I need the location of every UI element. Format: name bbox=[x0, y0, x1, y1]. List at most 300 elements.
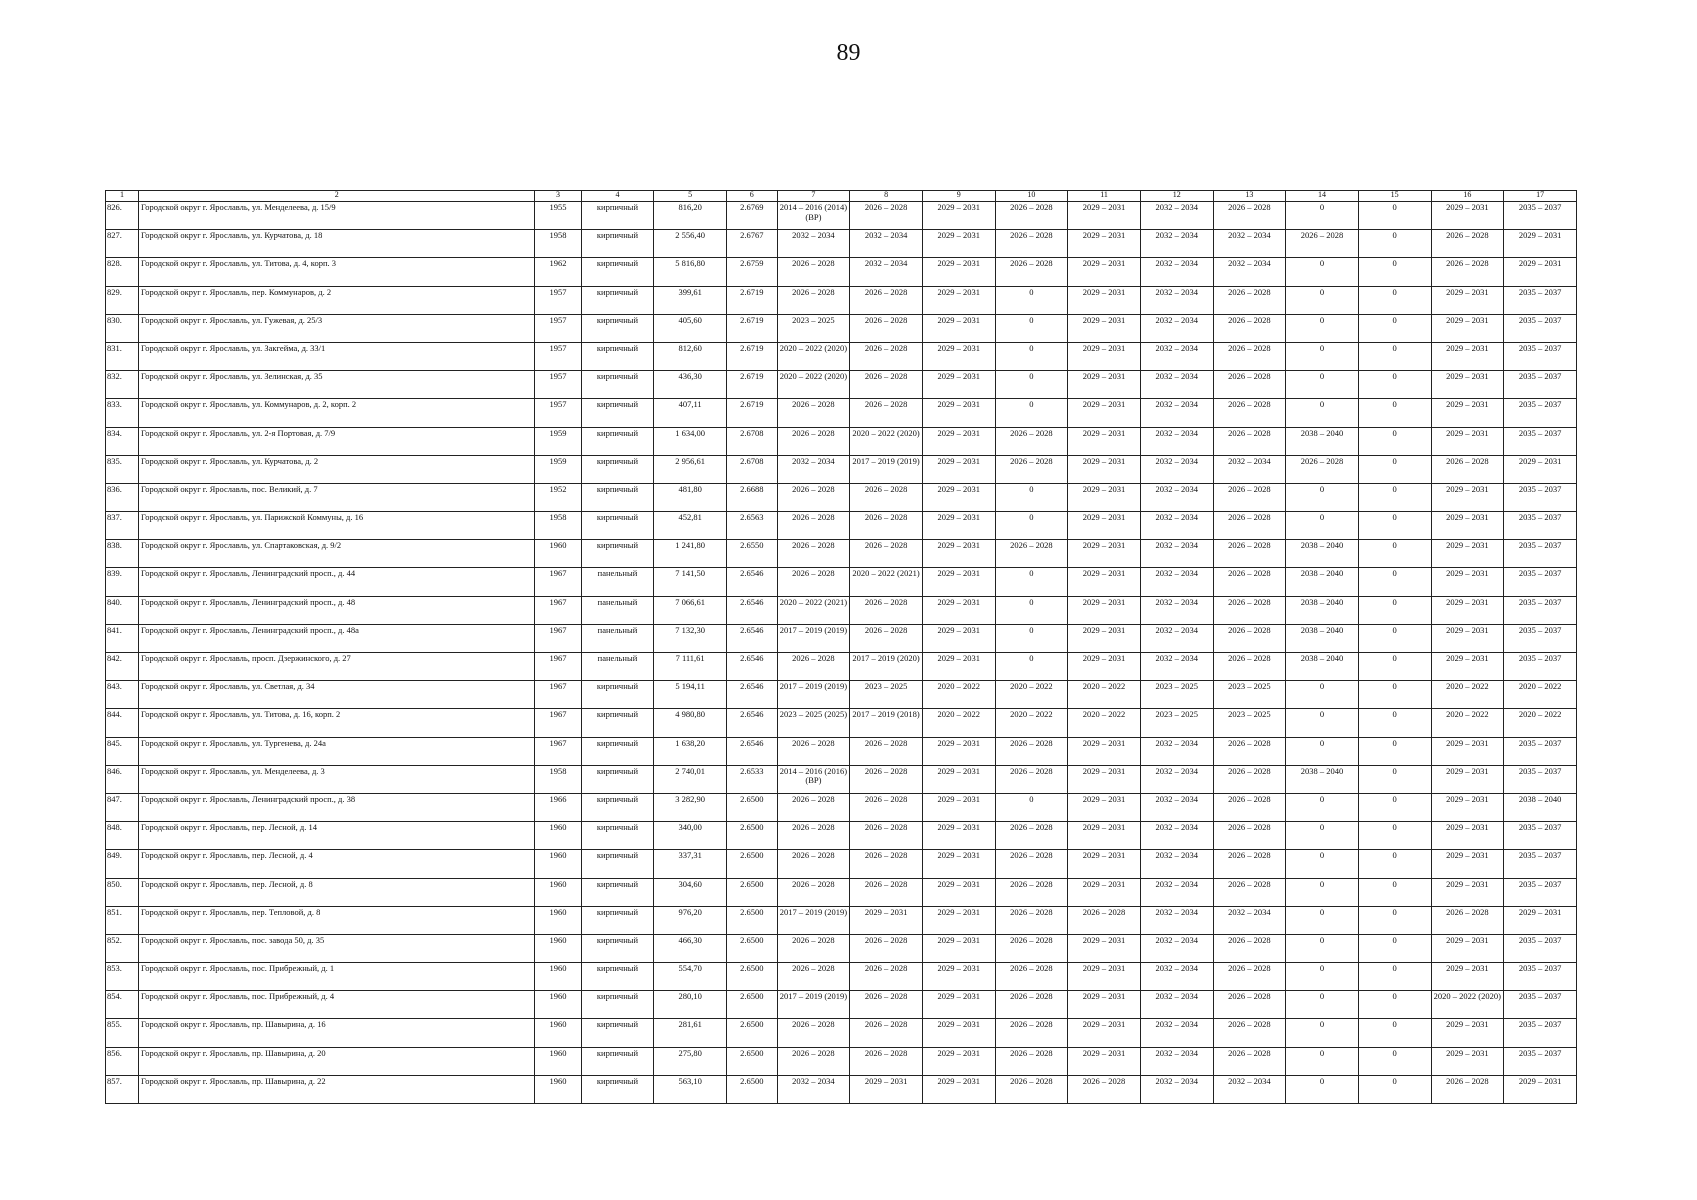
table-cell-col-2: Городской округ г. Ярославль, ул. Менделеева, д. 15/9 bbox=[139, 202, 535, 230]
table-cell-col-13: 2026 – 2028 bbox=[1213, 963, 1286, 991]
table-cell-col-9: 2029 – 2031 bbox=[922, 568, 995, 596]
table-cell-col-4: кирпичный bbox=[581, 342, 654, 370]
table-cell-col-16: 2029 – 2031 bbox=[1431, 202, 1504, 230]
table-cell-col-11: 2029 – 2031 bbox=[1068, 596, 1141, 624]
table-cell-col-1: 849. bbox=[106, 850, 139, 878]
table-cell-col-15: 0 bbox=[1358, 793, 1431, 821]
table-cell-col-10: 2026 – 2028 bbox=[995, 540, 1068, 568]
column-header-11: 11 bbox=[1068, 191, 1141, 202]
table-cell-col-5: 481,80 bbox=[654, 483, 727, 511]
table-cell-col-5: 563,10 bbox=[654, 1075, 727, 1103]
table-cell-col-10: 0 bbox=[995, 314, 1068, 342]
table-cell-col-8: 2026 – 2028 bbox=[850, 483, 923, 511]
table-cell-col-14: 0 bbox=[1286, 906, 1359, 934]
table-cell-col-1: 841. bbox=[106, 624, 139, 652]
table-cell-col-6: 2.6550 bbox=[726, 540, 777, 568]
table-cell-col-13: 2026 – 2028 bbox=[1213, 850, 1286, 878]
table-cell-col-4: кирпичный bbox=[581, 258, 654, 286]
table-cell-col-12: 2032 – 2034 bbox=[1140, 991, 1213, 1019]
table-cell-col-7: 2026 – 2028 bbox=[777, 963, 850, 991]
table-cell-col-11: 2029 – 2031 bbox=[1068, 1047, 1141, 1075]
table-cell-col-8: 2026 – 2028 bbox=[850, 202, 923, 230]
table-cell-col-13: 2026 – 2028 bbox=[1213, 286, 1286, 314]
table-cell-col-5: 280,10 bbox=[654, 991, 727, 1019]
table-cell-col-9: 2029 – 2031 bbox=[922, 906, 995, 934]
table-cell-col-7: 2026 – 2028 bbox=[777, 540, 850, 568]
table-cell-col-17: 2029 – 2031 bbox=[1504, 230, 1577, 258]
table-cell-col-10: 2026 – 2028 bbox=[995, 1019, 1068, 1047]
header-row bbox=[106, 191, 1577, 202]
table-cell-col-14: 0 bbox=[1286, 709, 1359, 737]
table-cell-col-12: 2032 – 2034 bbox=[1140, 568, 1213, 596]
table-cell-col-3: 1957 bbox=[535, 342, 581, 370]
table-cell-col-17: 2035 – 2037 bbox=[1504, 991, 1577, 1019]
table-cell-col-15: 0 bbox=[1358, 963, 1431, 991]
table-cell-col-10: 2026 – 2028 bbox=[995, 1047, 1068, 1075]
table-cell-col-13: 2032 – 2034 bbox=[1213, 455, 1286, 483]
table-cell-col-16: 2029 – 2031 bbox=[1431, 512, 1504, 540]
table-cell-col-6: 2.6533 bbox=[726, 765, 777, 793]
table-cell-col-6: 2.6546 bbox=[726, 681, 777, 709]
table-cell-col-8: 2026 – 2028 bbox=[850, 737, 923, 765]
table-cell-col-5: 304,60 bbox=[654, 878, 727, 906]
table-cell-col-7: 2023 – 2025 bbox=[777, 314, 850, 342]
table-cell-col-14: 0 bbox=[1286, 878, 1359, 906]
table-cell-col-16: 2026 – 2028 bbox=[1431, 258, 1504, 286]
table-cell-col-1: 857. bbox=[106, 1075, 139, 1103]
table-cell-col-11: 2029 – 2031 bbox=[1068, 314, 1141, 342]
column-header-5: 5 bbox=[654, 191, 727, 202]
table-cell-col-5: 812,60 bbox=[654, 342, 727, 370]
table-cell-col-3: 1960 bbox=[535, 1019, 581, 1047]
table-cell-col-11: 2029 – 2031 bbox=[1068, 342, 1141, 370]
table-cell-col-13: 2026 – 2028 bbox=[1213, 596, 1286, 624]
column-header-16: 16 bbox=[1431, 191, 1504, 202]
table-cell-col-6: 2.6769 bbox=[726, 202, 777, 230]
table-cell-col-1: 840. bbox=[106, 596, 139, 624]
table-cell-col-16: 2029 – 2031 bbox=[1431, 483, 1504, 511]
table-row bbox=[106, 202, 1577, 230]
table-cell-col-13: 2026 – 2028 bbox=[1213, 483, 1286, 511]
table-cell-col-2: Городской округ г. Ярославль, пер. Лесной, д. 8 bbox=[139, 878, 535, 906]
table-cell-col-17: 2035 – 2037 bbox=[1504, 934, 1577, 962]
table-cell-col-4: кирпичный bbox=[581, 540, 654, 568]
table-cell-col-14: 0 bbox=[1286, 314, 1359, 342]
table-cell-col-2: Городской округ г. Ярославль, ул. Зелинская, д. 35 bbox=[139, 371, 535, 399]
table-cell-col-9: 2029 – 2031 bbox=[922, 850, 995, 878]
table-cell-col-7: 2026 – 2028 bbox=[777, 822, 850, 850]
table-cell-col-2: Городской округ г. Ярославль, ул. Курчатова, д. 2 bbox=[139, 455, 535, 483]
table-cell-col-1: 828. bbox=[106, 258, 139, 286]
table-cell-col-6: 2.6500 bbox=[726, 822, 777, 850]
table-cell-col-7: 2032 – 2034 bbox=[777, 1075, 850, 1103]
table-cell-col-16: 2029 – 2031 bbox=[1431, 624, 1504, 652]
table-cell-col-5: 976,20 bbox=[654, 906, 727, 934]
table-cell-col-6: 2.6719 bbox=[726, 371, 777, 399]
table-cell-col-4: кирпичный bbox=[581, 399, 654, 427]
table-cell-col-13: 2026 – 2028 bbox=[1213, 878, 1286, 906]
table-cell-col-3: 1967 bbox=[535, 709, 581, 737]
table-cell-col-14: 0 bbox=[1286, 822, 1359, 850]
table-cell-col-5: 554,70 bbox=[654, 963, 727, 991]
table-cell-col-7: 2026 – 2028 bbox=[777, 399, 850, 427]
table-cell-col-13: 2032 – 2034 bbox=[1213, 230, 1286, 258]
table-cell-col-12: 2032 – 2034 bbox=[1140, 286, 1213, 314]
table-cell-col-16: 2026 – 2028 bbox=[1431, 455, 1504, 483]
table-cell-col-3: 1960 bbox=[535, 1047, 581, 1075]
table-row bbox=[106, 991, 1577, 1019]
table-cell-col-5: 7 111,61 bbox=[654, 653, 727, 681]
table-cell-col-14: 2038 – 2040 bbox=[1286, 624, 1359, 652]
table-cell-col-1: 831. bbox=[106, 342, 139, 370]
table-cell-col-11: 2029 – 2031 bbox=[1068, 483, 1141, 511]
table-cell-col-17: 2035 – 2037 bbox=[1504, 512, 1577, 540]
table-cell-col-2: Городской округ г. Ярославль, ул. Титова, д. 16, корп. 2 bbox=[139, 709, 535, 737]
table-cell-col-3: 1960 bbox=[535, 934, 581, 962]
table-cell-col-5: 816,20 bbox=[654, 202, 727, 230]
table-cell-col-10: 2026 – 2028 bbox=[995, 737, 1068, 765]
table-cell-col-9: 2029 – 2031 bbox=[922, 793, 995, 821]
table-cell-col-7: 2026 – 2028 bbox=[777, 286, 850, 314]
table-cell-col-4: кирпичный bbox=[581, 822, 654, 850]
table-cell-col-17: 2035 – 2037 bbox=[1504, 427, 1577, 455]
table-cell-col-13: 2026 – 2028 bbox=[1213, 371, 1286, 399]
table-row bbox=[106, 427, 1577, 455]
table-cell-col-7: 2014 – 2016 (2016) (ВР) bbox=[777, 765, 850, 793]
table-cell-col-7: 2032 – 2034 bbox=[777, 455, 850, 483]
table-cell-col-4: кирпичный bbox=[581, 455, 654, 483]
table-cell-col-9: 2029 – 2031 bbox=[922, 483, 995, 511]
table-cell-col-16: 2029 – 2031 bbox=[1431, 342, 1504, 370]
table-row bbox=[106, 596, 1577, 624]
table-cell-col-12: 2032 – 2034 bbox=[1140, 596, 1213, 624]
table-cell-col-14: 0 bbox=[1286, 286, 1359, 314]
table-cell-col-13: 2026 – 2028 bbox=[1213, 653, 1286, 681]
table-row bbox=[106, 793, 1577, 821]
table-row bbox=[106, 258, 1577, 286]
table-cell-col-6: 2.6500 bbox=[726, 1019, 777, 1047]
table-cell-col-15: 0 bbox=[1358, 399, 1431, 427]
table-cell-col-9: 2029 – 2031 bbox=[922, 230, 995, 258]
table-cell-col-10: 2026 – 2028 bbox=[995, 850, 1068, 878]
table-cell-col-2: Городской округ г. Ярославль, пос. Прибрежный, д. 4 bbox=[139, 991, 535, 1019]
table-cell-col-17: 2029 – 2031 bbox=[1504, 906, 1577, 934]
table-cell-col-7: 2032 – 2034 bbox=[777, 230, 850, 258]
table-cell-col-17: 2029 – 2031 bbox=[1504, 455, 1577, 483]
table-cell-col-12: 2032 – 2034 bbox=[1140, 963, 1213, 991]
table-cell-col-9: 2029 – 2031 bbox=[922, 258, 995, 286]
table-cell-col-8: 2026 – 2028 bbox=[850, 596, 923, 624]
table-cell-col-7: 2026 – 2028 bbox=[777, 427, 850, 455]
table-cell-col-15: 0 bbox=[1358, 878, 1431, 906]
column-header-12: 12 bbox=[1140, 191, 1213, 202]
table-cell-col-16: 2029 – 2031 bbox=[1431, 1047, 1504, 1075]
table-cell-col-4: кирпичный bbox=[581, 512, 654, 540]
table-cell-col-11: 2029 – 2031 bbox=[1068, 822, 1141, 850]
table-cell-col-9: 2029 – 2031 bbox=[922, 1075, 995, 1103]
table-cell-col-1: 829. bbox=[106, 286, 139, 314]
table-cell-col-17: 2035 – 2037 bbox=[1504, 963, 1577, 991]
table-cell-col-5: 2 956,61 bbox=[654, 455, 727, 483]
table-cell-col-14: 0 bbox=[1286, 1047, 1359, 1075]
table-cell-col-14: 2038 – 2040 bbox=[1286, 427, 1359, 455]
table-cell-col-15: 0 bbox=[1358, 653, 1431, 681]
table-row bbox=[106, 822, 1577, 850]
table-cell-col-14: 0 bbox=[1286, 371, 1359, 399]
table-cell-col-10: 2026 – 2028 bbox=[995, 934, 1068, 962]
table-cell-col-12: 2032 – 2034 bbox=[1140, 399, 1213, 427]
table-cell-col-5: 2 740,01 bbox=[654, 765, 727, 793]
table-cell-col-3: 1960 bbox=[535, 1075, 581, 1103]
table-cell-col-2: Городской округ г. Ярославль, просп. Дзержинского, д. 27 bbox=[139, 653, 535, 681]
table-cell-col-9: 2029 – 2031 bbox=[922, 934, 995, 962]
table-cell-col-9: 2029 – 2031 bbox=[922, 314, 995, 342]
table-row bbox=[106, 455, 1577, 483]
table-cell-col-6: 2.6688 bbox=[726, 483, 777, 511]
table-row bbox=[106, 963, 1577, 991]
table-cell-col-8: 2026 – 2028 bbox=[850, 314, 923, 342]
table-body bbox=[106, 202, 1577, 1104]
table-cell-col-8: 2026 – 2028 bbox=[850, 878, 923, 906]
table-cell-col-4: кирпичный bbox=[581, 483, 654, 511]
table-cell-col-6: 2.6546 bbox=[726, 737, 777, 765]
column-header-2: 2 bbox=[139, 191, 535, 202]
table-cell-col-11: 2029 – 2031 bbox=[1068, 737, 1141, 765]
table-cell-col-17: 2029 – 2031 bbox=[1504, 258, 1577, 286]
table-cell-col-6: 2.6719 bbox=[726, 342, 777, 370]
table-cell-col-15: 0 bbox=[1358, 314, 1431, 342]
table-cell-col-3: 1962 bbox=[535, 258, 581, 286]
table-cell-col-8: 2026 – 2028 bbox=[850, 793, 923, 821]
table-cell-col-5: 1 634,00 bbox=[654, 427, 727, 455]
table-cell-col-5: 405,60 bbox=[654, 314, 727, 342]
table-cell-col-6: 2.6500 bbox=[726, 934, 777, 962]
column-header-17: 17 bbox=[1504, 191, 1577, 202]
table-cell-col-2: Городской округ г. Ярославль, ул. 2-я Портовая, д. 7/9 bbox=[139, 427, 535, 455]
table-cell-col-3: 1960 bbox=[535, 540, 581, 568]
table-cell-col-4: кирпичный bbox=[581, 427, 654, 455]
table-cell-col-2: Городской округ г. Ярославль, Ленинградский просп., д. 48 bbox=[139, 596, 535, 624]
table-cell-col-14: 0 bbox=[1286, 991, 1359, 1019]
table-cell-col-12: 2032 – 2034 bbox=[1140, 1047, 1213, 1075]
table-cell-col-2: Городской округ г. Ярославль, ул. Коммунаров, д. 2, корп. 2 bbox=[139, 399, 535, 427]
table-cell-col-5: 7 066,61 bbox=[654, 596, 727, 624]
table-cell-col-11: 2029 – 2031 bbox=[1068, 624, 1141, 652]
table-cell-col-3: 1960 bbox=[535, 878, 581, 906]
table-cell-col-6: 2.6719 bbox=[726, 286, 777, 314]
table-cell-col-14: 2026 – 2028 bbox=[1286, 455, 1359, 483]
table-cell-col-1: 832. bbox=[106, 371, 139, 399]
table-cell-col-7: 2026 – 2028 bbox=[777, 1047, 850, 1075]
table-cell-col-3: 1967 bbox=[535, 653, 581, 681]
table-cell-col-5: 7 132,30 bbox=[654, 624, 727, 652]
table-cell-col-11: 2029 – 2031 bbox=[1068, 455, 1141, 483]
table-cell-col-1: 834. bbox=[106, 427, 139, 455]
table-cell-col-14: 2038 – 2040 bbox=[1286, 540, 1359, 568]
table-cell-col-6: 2.6500 bbox=[726, 906, 777, 934]
table-cell-col-9: 2029 – 2031 bbox=[922, 624, 995, 652]
table-cell-col-12: 2032 – 2034 bbox=[1140, 427, 1213, 455]
table-cell-col-7: 2026 – 2028 bbox=[777, 878, 850, 906]
table-cell-col-15: 0 bbox=[1358, 455, 1431, 483]
table-cell-col-12: 2032 – 2034 bbox=[1140, 230, 1213, 258]
table-cell-col-10: 2020 – 2022 bbox=[995, 681, 1068, 709]
table-row bbox=[106, 342, 1577, 370]
table-cell-col-5: 3 282,90 bbox=[654, 793, 727, 821]
column-header-15: 15 bbox=[1358, 191, 1431, 202]
table-cell-col-8: 2023 – 2025 bbox=[850, 681, 923, 709]
table-cell-col-16: 2029 – 2031 bbox=[1431, 963, 1504, 991]
table-cell-col-4: кирпичный bbox=[581, 314, 654, 342]
table-cell-col-3: 1955 bbox=[535, 202, 581, 230]
table-cell-col-2: Городской округ г. Ярославль, ул. Спартаковская, д. 9/2 bbox=[139, 540, 535, 568]
table-cell-col-13: 2026 – 2028 bbox=[1213, 624, 1286, 652]
table-cell-col-12: 2032 – 2034 bbox=[1140, 342, 1213, 370]
table-cell-col-14: 2038 – 2040 bbox=[1286, 596, 1359, 624]
table-cell-col-2: Городской округ г. Ярославль, пос. Великий, д. 7 bbox=[139, 483, 535, 511]
table-cell-col-1: 848. bbox=[106, 822, 139, 850]
table-cell-col-13: 2026 – 2028 bbox=[1213, 793, 1286, 821]
table-cell-col-4: кирпичный bbox=[581, 963, 654, 991]
table-cell-col-3: 1957 bbox=[535, 286, 581, 314]
table-cell-col-17: 2035 – 2037 bbox=[1504, 286, 1577, 314]
table-cell-col-9: 2029 – 2031 bbox=[922, 1019, 995, 1047]
table-cell-col-11: 2020 – 2022 bbox=[1068, 681, 1141, 709]
table-cell-col-7: 2026 – 2028 bbox=[777, 850, 850, 878]
table-cell-col-12: 2032 – 2034 bbox=[1140, 1075, 1213, 1103]
table-cell-col-9: 2029 – 2031 bbox=[922, 822, 995, 850]
table-row bbox=[106, 709, 1577, 737]
table-cell-col-12: 2032 – 2034 bbox=[1140, 540, 1213, 568]
table-cell-col-1: 845. bbox=[106, 737, 139, 765]
page-number: 89 bbox=[836, 40, 861, 66]
table-cell-col-8: 2026 – 2028 bbox=[850, 512, 923, 540]
table-cell-col-7: 2026 – 2028 bbox=[777, 568, 850, 596]
table-cell-col-1: 827. bbox=[106, 230, 139, 258]
table-cell-col-2: Городской округ г. Ярославль, пер. Тепловой, д. 8 bbox=[139, 906, 535, 934]
table-cell-col-4: кирпичный bbox=[581, 1047, 654, 1075]
table-cell-col-17: 2020 – 2022 bbox=[1504, 709, 1577, 737]
table-cell-col-17: 2035 – 2037 bbox=[1504, 399, 1577, 427]
table-cell-col-4: панельный bbox=[581, 624, 654, 652]
table-cell-col-16: 2029 – 2031 bbox=[1431, 934, 1504, 962]
table-cell-col-17: 2038 – 2040 bbox=[1504, 793, 1577, 821]
table-cell-col-1: 837. bbox=[106, 512, 139, 540]
table-cell-col-10: 2026 – 2028 bbox=[995, 202, 1068, 230]
table-row bbox=[106, 1019, 1577, 1047]
table-cell-col-6: 2.6546 bbox=[726, 568, 777, 596]
table-cell-col-12: 2032 – 2034 bbox=[1140, 934, 1213, 962]
table-cell-col-6: 2.6767 bbox=[726, 230, 777, 258]
table-cell-col-16: 2029 – 2031 bbox=[1431, 540, 1504, 568]
table-row bbox=[106, 568, 1577, 596]
table-cell-col-17: 2035 – 2037 bbox=[1504, 624, 1577, 652]
table-cell-col-11: 2029 – 2031 bbox=[1068, 1019, 1141, 1047]
table-cell-col-15: 0 bbox=[1358, 681, 1431, 709]
table-cell-col-5: 2 556,40 bbox=[654, 230, 727, 258]
table-cell-col-14: 2026 – 2028 bbox=[1286, 230, 1359, 258]
table-cell-col-14: 2038 – 2040 bbox=[1286, 568, 1359, 596]
table-cell-col-10: 0 bbox=[995, 286, 1068, 314]
table-cell-col-15: 0 bbox=[1358, 1047, 1431, 1075]
table-cell-col-11: 2029 – 2031 bbox=[1068, 850, 1141, 878]
table-cell-col-10: 0 bbox=[995, 399, 1068, 427]
table-cell-col-1: 847. bbox=[106, 793, 139, 821]
table-cell-col-4: кирпичный bbox=[581, 878, 654, 906]
table-cell-col-16: 2020 – 2022 bbox=[1431, 681, 1504, 709]
table-cell-col-15: 0 bbox=[1358, 540, 1431, 568]
table-cell-col-7: 2026 – 2028 bbox=[777, 1019, 850, 1047]
table-cell-col-17: 2035 – 2037 bbox=[1504, 1019, 1577, 1047]
table-cell-col-5: 281,61 bbox=[654, 1019, 727, 1047]
table-row bbox=[106, 934, 1577, 962]
table-cell-col-6: 2.6719 bbox=[726, 314, 777, 342]
table-cell-col-16: 2026 – 2028 bbox=[1431, 906, 1504, 934]
table-cell-col-10: 2026 – 2028 bbox=[995, 822, 1068, 850]
table-cell-col-4: кирпичный bbox=[581, 681, 654, 709]
table-cell-col-2: Городской округ г. Ярославль, ул. Тургенева, д. 24а bbox=[139, 737, 535, 765]
table-cell-col-17: 2035 – 2037 bbox=[1504, 765, 1577, 793]
table-cell-col-16: 2029 – 2031 bbox=[1431, 653, 1504, 681]
table-cell-col-11: 2029 – 2031 bbox=[1068, 878, 1141, 906]
table-cell-col-2: Городской округ г. Ярославль, Ленинградский просп., д. 38 bbox=[139, 793, 535, 821]
table-cell-col-5: 337,31 bbox=[654, 850, 727, 878]
table-cell-col-3: 1960 bbox=[535, 991, 581, 1019]
table-cell-col-10: 2026 – 2028 bbox=[995, 963, 1068, 991]
table-cell-col-12: 2032 – 2034 bbox=[1140, 793, 1213, 821]
table-cell-col-1: 854. bbox=[106, 991, 139, 1019]
table-cell-col-17: 2035 – 2037 bbox=[1504, 314, 1577, 342]
table-row bbox=[106, 624, 1577, 652]
table-cell-col-6: 2.6546 bbox=[726, 596, 777, 624]
table-cell-col-4: кирпичный bbox=[581, 991, 654, 1019]
table-cell-col-7: 2017 – 2019 (2019) bbox=[777, 991, 850, 1019]
table-cell-col-16: 2029 – 2031 bbox=[1431, 399, 1504, 427]
table-cell-col-16: 2029 – 2031 bbox=[1431, 878, 1504, 906]
table-cell-col-4: панельный bbox=[581, 653, 654, 681]
table-cell-col-6: 2.6500 bbox=[726, 878, 777, 906]
table-cell-col-8: 2020 – 2022 (2020) bbox=[850, 427, 923, 455]
table-cell-col-4: кирпичный bbox=[581, 906, 654, 934]
table-cell-col-4: кирпичный bbox=[581, 793, 654, 821]
table-cell-col-11: 2029 – 2031 bbox=[1068, 427, 1141, 455]
table-cell-col-6: 2.6708 bbox=[726, 427, 777, 455]
table-cell-col-8: 2026 – 2028 bbox=[850, 1047, 923, 1075]
table-cell-col-2: Городской округ г. Ярославль, ул. Парижской Коммуны, д. 16 bbox=[139, 512, 535, 540]
table-cell-col-7: 2020 – 2022 (2021) bbox=[777, 596, 850, 624]
table-cell-col-5: 7 141,50 bbox=[654, 568, 727, 596]
table-cell-col-13: 2026 – 2028 bbox=[1213, 314, 1286, 342]
table-cell-col-3: 1967 bbox=[535, 624, 581, 652]
table-cell-col-7: 2020 – 2022 (2020) bbox=[777, 342, 850, 370]
table-cell-col-13: 2026 – 2028 bbox=[1213, 427, 1286, 455]
table-cell-col-13: 2026 – 2028 bbox=[1213, 737, 1286, 765]
table-cell-col-2: Городской округ г. Ярославль, пер. Лесной, д. 4 bbox=[139, 850, 535, 878]
table-cell-col-11: 2029 – 2031 bbox=[1068, 371, 1141, 399]
table-cell-col-12: 2032 – 2034 bbox=[1140, 314, 1213, 342]
table-cell-col-13: 2026 – 2028 bbox=[1213, 342, 1286, 370]
column-header-7: 7 bbox=[777, 191, 850, 202]
table-cell-col-16: 2020 – 2022 bbox=[1431, 709, 1504, 737]
table-cell-col-1: 838. bbox=[106, 540, 139, 568]
table-row bbox=[106, 512, 1577, 540]
table-cell-col-7: 2026 – 2028 bbox=[777, 934, 850, 962]
table-cell-col-12: 2032 – 2034 bbox=[1140, 483, 1213, 511]
table-cell-col-2: Городской округ г. Ярославль, ул. Курчатова, д. 18 bbox=[139, 230, 535, 258]
table-cell-col-17: 2035 – 2037 bbox=[1504, 540, 1577, 568]
table-cell-col-13: 2026 – 2028 bbox=[1213, 822, 1286, 850]
table-cell-col-3: 1960 bbox=[535, 963, 581, 991]
